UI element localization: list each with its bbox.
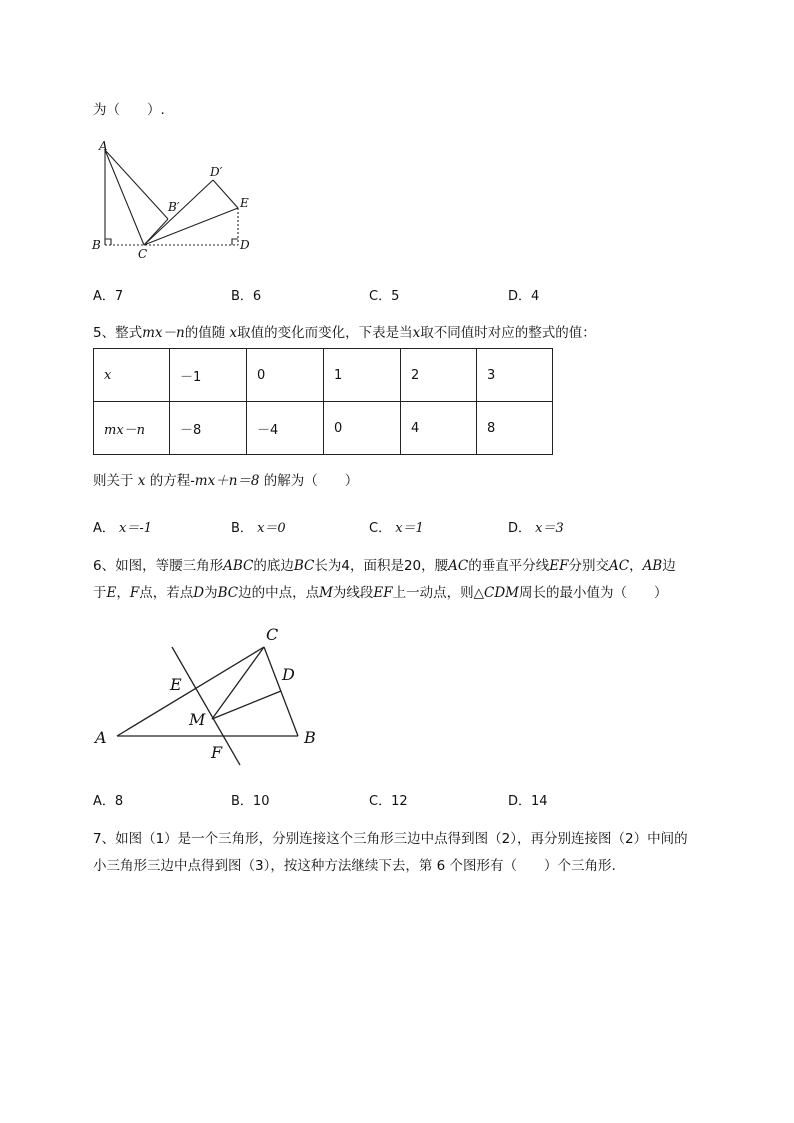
q4-line-cb-prime: [144, 219, 168, 245]
q4-option-a[interactable]: A．7: [93, 289, 124, 304]
q4-label-e: E: [240, 196, 249, 210]
q6-label-e: E: [170, 675, 182, 694]
q4-line-d-prime-e: [213, 180, 238, 208]
q6-label-d: D: [282, 665, 295, 684]
q4-line-ce: [144, 208, 238, 245]
q4-stem-tail: 为（ ）.: [93, 102, 165, 118]
q5-option-c[interactable]: C． x＝1: [369, 521, 424, 536]
q4-right-angle-b: [105, 239, 111, 245]
q6-line-dm: [212, 691, 281, 719]
q5-option-d[interactable]: D． x＝3: [508, 521, 564, 536]
q5-cell: －1: [170, 349, 247, 402]
q6-option-d[interactable]: D．14: [508, 794, 548, 809]
q6-option-c[interactable]: C．12: [369, 794, 408, 809]
q5-cell: 0: [247, 349, 324, 402]
q6-option-b[interactable]: B．10: [231, 794, 270, 809]
q5-option-a[interactable]: A． x＝-1: [93, 521, 153, 536]
q4-line-cd-prime: [144, 180, 213, 245]
q6-label-f: F: [211, 743, 223, 762]
q6-label-c: C: [266, 625, 279, 644]
q4-line-ac: [105, 150, 144, 245]
q5-cell: －8: [170, 402, 247, 455]
q5-cell: 8: [477, 402, 553, 455]
q6-label-b: B: [304, 728, 316, 747]
q4-label-d: D: [240, 238, 250, 252]
q5-cell: －4: [247, 402, 324, 455]
q5-row2-header: mx－n: [94, 402, 170, 455]
q4-option-c[interactable]: C．5: [369, 289, 400, 304]
q7-stem-line1: 7、如图（1）是一个三角形，分别连接这个三角形三边中点得到图（2），再分别连接图（2）中间的: [93, 831, 688, 847]
q4-label-a: A: [99, 139, 108, 153]
q5-option-b[interactable]: B． x＝0: [231, 521, 286, 536]
q5-cell: 2: [401, 349, 477, 402]
q6-side-ac: [117, 647, 264, 736]
q5-cell: 3: [477, 349, 553, 402]
q4-label-b: B: [92, 238, 101, 252]
q4-line-ab-prime: [105, 150, 168, 219]
q6-stem-line2: 于E，F点，若点D为BC边的中点，点M为线段EF上一动点，则△CDM周长的最小值为（ ）: [93, 585, 668, 601]
q6-label-m: M: [189, 710, 206, 729]
q5-value-table: [93, 348, 553, 455]
q5-cell: 1: [324, 349, 401, 402]
q6-line-cm: [212, 647, 264, 719]
table-row: [94, 349, 553, 402]
q6-line-ef: [172, 647, 240, 765]
q6-option-a[interactable]: A．8: [93, 794, 124, 809]
q5-cell: 4: [401, 402, 477, 455]
q7-stem-line2: 小三角形三边中点得到图（3），按这种方法继续下去，第 6 个图形有（ ）个三角形.: [93, 858, 616, 874]
q4-label-c: C: [138, 247, 148, 261]
q6-stem-line1: 6、如图，等腰三角形ABC的底边BC长为4，面积是20，腰AC的垂直平分线EF分别交AC，AB边: [93, 558, 676, 574]
q4-option-d[interactable]: D．4: [508, 289, 540, 304]
q4-option-b[interactable]: B．6: [231, 289, 262, 304]
q6-label-a: A: [95, 728, 107, 747]
table-row: [94, 402, 553, 455]
q4-label-d-prime: D′: [210, 165, 223, 179]
q5-cell: 0: [324, 402, 401, 455]
q4-right-angle-d: [232, 239, 238, 245]
q5-row1-header: x: [94, 349, 170, 402]
q6-side-cb: [264, 647, 298, 736]
q5-stem: 5、整式mx－n的值随 x取值的变化而变化，下表是当x取不同值时对应的整式的值：: [93, 325, 596, 341]
q4-label-b-prime: B′: [168, 200, 180, 214]
q5-ask: 则关于 x 的方程-mx＋n＝8 的解为（ ）: [93, 473, 359, 489]
